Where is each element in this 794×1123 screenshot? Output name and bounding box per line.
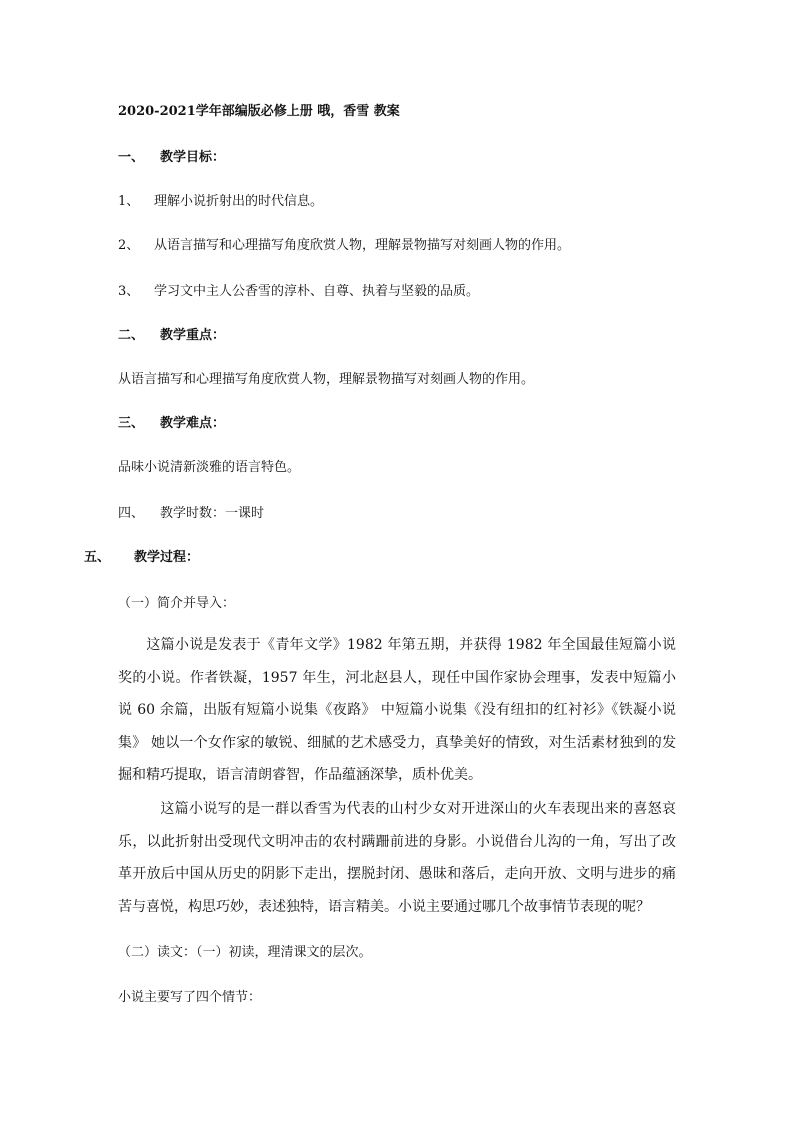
summary-paragraph-text: 这篇小说写的是一群以香雪为代表的山村少女对开进深山的火车表现出来的喜怒哀乐，以此折射出受现代文明冲击的农村蹒跚前进的身影。小说借台儿沟的一角，写出了改革开放后中国从历史的阴影下走出，摆脱封闭、愚昧和落后，走向开放、文明与进步的痛苦与喜悦，构思巧妙，表述独特，语言精美。小说主要通过哪几个故事情节表现的呢？ (118, 801, 676, 915)
goal-number: 1、 (118, 194, 140, 209)
goal-number: 2、 (118, 238, 140, 253)
section-heading-hours (118, 506, 264, 522)
goal-text: 学习文中主人公香雪的淳朴、自尊、执着与坚毅的品质。 (154, 284, 480, 299)
section-number: 三、 (118, 416, 145, 431)
section-number: 二、 (118, 328, 145, 343)
goal-text: 从语言描写和心理描写角度欣赏人物，理解景物描写对刻画人物的作用。 (154, 238, 571, 253)
section-heading-key-points (118, 328, 225, 344)
summary-paragraph (118, 793, 676, 923)
plot-intro: 小说主要写了四个情节： (118, 990, 262, 1005)
reading-heading: （二）读文：（一）初读，理清课文的层次。 (118, 945, 372, 960)
goal-number: 3、 (118, 284, 140, 299)
goal-item-3 (118, 284, 479, 300)
section-label: 教学难点： (160, 416, 226, 431)
section-heading-goals (118, 150, 225, 166)
goal-text: 理解小说折射出的时代信息。 (154, 194, 324, 209)
section-heading-process (84, 550, 199, 566)
section-label: 教学时数：一课时 (160, 506, 265, 521)
intro-paragraph-text: 这篇小说是发表于《青年文学》1982 年第五期，并获得 1982 年全国最佳短篇小说奖的小说。作者铁凝，1957 年生，河北赵县人，现任中国作家协会理事，发表中短篇小说 60 余篇，出版有短篇小说集《夜路》 中短篇小说集《没有纽扣的红衬衫》《铁凝小说集》 她以一个女作家的敏锐、细腻的艺术感受力，真挚美好的情致，对生活素材独到的发掘和精巧提取，语言清朗睿智，作品蕴涵深挚，质朴优美。 (118, 637, 676, 783)
section-label: 教学过程： (134, 550, 200, 565)
difficulty-text: 品味小说清新淡雅的语言特色。 (118, 460, 301, 475)
section-number: 五、 (84, 550, 111, 565)
document-title: 2020-2021学年部编版必修上册 哦，香雪 教案 (118, 104, 400, 119)
section-number: 一、 (118, 150, 145, 165)
goal-item-2 (118, 238, 570, 254)
section-label: 教学重点： (160, 328, 226, 343)
section-label: 教学目标： (160, 150, 226, 165)
section-number: 四、 (118, 506, 145, 521)
intro-heading: （一）简介并导入： (118, 596, 236, 611)
goal-item-1 (118, 194, 323, 210)
section-heading-difficulty (118, 416, 225, 432)
intro-paragraph (118, 629, 676, 792)
key-point-text: 从语言描写和心理描写角度欣赏人物，理解景物描写对刻画人物的作用。 (118, 372, 535, 387)
